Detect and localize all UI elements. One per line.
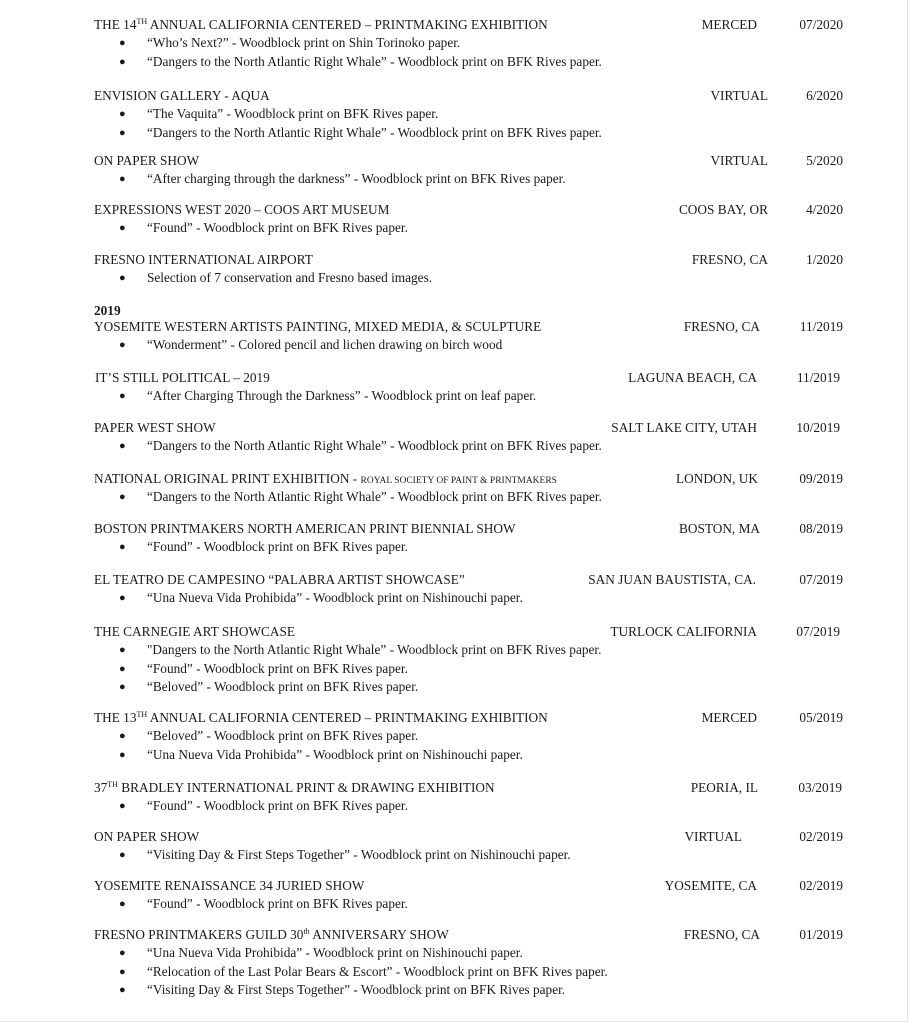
exhibition-date: 02/2019 [799, 829, 843, 844]
exhibition-title: YOSEMITE RENAISSANCE 34 JURIED SHOW [94, 878, 365, 893]
bullet-icon: ● [119, 440, 126, 452]
artwork-list [0, 437, 909, 456]
artwork-list [0, 727, 909, 764]
exhibition-entry [0, 520, 909, 557]
exhibition-location: YOSEMITE, CA [664, 878, 757, 893]
exhibition-location: FRESNO, CA [683, 319, 760, 334]
exhibition-location: BOSTON, MA [678, 521, 760, 536]
exhibition-location: LAGUNA BEACH, CA [628, 370, 757, 385]
ordinal-suffix: TH [107, 780, 118, 789]
exhibition-entry [0, 779, 909, 816]
exhibition-entry [0, 251, 909, 288]
artwork-list [0, 105, 909, 142]
exhibition-title: ON PAPER SHOW [94, 153, 200, 168]
artwork-list [0, 895, 909, 914]
list-item: ● “Una Nueva Vida Prohibida” - Woodblock print on Nishinouchi paper. [0, 589, 909, 608]
exhibition-title: EXPRESSIONS WEST 2020 – COOS ART MUSEUM [94, 202, 390, 217]
organization-name: ROYAL SOCIETY OF PAINT & PRINTMAKERS [360, 476, 557, 486]
list-item: ● “Found” - Woodblock print on BFK Rives paper. [0, 797, 909, 816]
exhibition-title: THE CARNEGIE ART SHOWCASE [94, 624, 295, 639]
artwork-list [0, 219, 909, 238]
list-item: ● “The Vaquita” - Woodblock print on BFK Rives paper. [0, 105, 909, 124]
exhibition-date: 5/2020 [806, 153, 843, 168]
bullet-icon: ● [119, 491, 126, 503]
exhibition-date: 07/2019 [799, 572, 843, 587]
exhibition-location: TURLOCK CALIFORNIA [610, 624, 757, 639]
list-item: ● “After Charging Through the Darkness” - Woodblock print on leaf paper. [0, 387, 909, 406]
exhibition-date: 11/2019 [799, 319, 843, 334]
bullet-icon: ● [119, 173, 126, 185]
exhibition-title: NATIONAL ORIGINAL PRINT EXHIBITION - ROYAL SOCIETY OF PAINT & PRINTMAKERS [94, 471, 557, 486]
exhibition-location: FRESNO, CA [683, 927, 760, 942]
bullet-icon: ● [119, 37, 126, 49]
exhibition-date: 02/2019 [799, 878, 843, 893]
artwork-list [0, 538, 909, 557]
exhibition-date: 1/2020 [806, 252, 843, 267]
bullet-icon: ● [119, 644, 126, 656]
exhibition-entry [0, 709, 909, 764]
exhibition-title: YOSEMITE WESTERN ARTISTS PAINTING, MIXED MEDIA, & SCULPTURE [94, 319, 542, 334]
exhibition-entry [0, 419, 909, 456]
exhibition-date: 11/2019 [796, 370, 840, 385]
artwork-list [0, 387, 909, 406]
artwork-list [0, 641, 909, 697]
exhibition-location: VIRTUAL [710, 153, 768, 168]
exhibition-entry [0, 318, 909, 355]
list-item: ● "Dangers to the North Atlantic Right Whale” - Woodblock print on BFK Rives paper. [0, 641, 909, 660]
exhibition-location: SALT LAKE CITY, UTAH [611, 420, 757, 435]
exhibition-date: 6/2020 [806, 88, 843, 103]
bullet-icon: ● [119, 592, 126, 604]
list-item: ● “Found” - Woodblock print on BFK Rives paper. [0, 219, 909, 238]
exhibition-entry [0, 87, 909, 142]
bullet-icon: ● [119, 55, 126, 68]
list-item: ● “Who’s Next?” - Woodblock print on Shin Torinoko paper. [0, 34, 909, 53]
list-item: ● “Dangers to the North Atlantic Right Whale” - Woodblock print on BFK Rives paper. [0, 437, 909, 456]
exhibition-date: 01/2019 [799, 927, 843, 942]
list-item: ● “Dangers to the North Atlantic Right Whale” - Woodblock print on BFK Rives paper. [0, 53, 909, 72]
bullet-icon: ● [119, 339, 126, 351]
bullet-icon: ● [119, 984, 126, 996]
artwork-list [0, 336, 909, 355]
artwork-list [0, 944, 909, 1000]
exhibition-date: 08/2019 [799, 521, 843, 536]
bullet-icon: ● [119, 272, 126, 284]
exhibition-title: ENVISION GALLERY - AQUA [94, 88, 270, 103]
artwork-list [0, 488, 909, 507]
exhibition-entry [0, 571, 909, 608]
exhibition-location: LONDON, UK [676, 471, 758, 486]
list-item: ● “Found” - Woodblock print on BFK Rives paper. [0, 895, 909, 914]
exhibition-entry [0, 201, 909, 238]
ordinal-suffix: th [303, 927, 310, 936]
exhibition-date: 09/2019 [799, 471, 843, 486]
exhibition-location: SAN JUAN BAUSTISTA, CA. [588, 572, 756, 587]
exhibition-title: FRESNO INTERNATIONAL AIRPORT [94, 252, 313, 267]
bullet-icon: ● [119, 800, 126, 812]
exhibition-title: FRESNO PRINTMAKERS GUILD 30th ANNIVERSARY SHOW [94, 927, 449, 942]
exhibition-location: PEORIA, IL [690, 780, 758, 795]
list-item: ● “Beloved” - Woodblock print on BFK Rives paper. [0, 727, 909, 746]
list-item: ● “Found” - Woodblock print on BFK Rives paper. [0, 538, 909, 557]
exhibition-date: 03/2019 [798, 780, 842, 795]
exhibition-title: ON PAPER SHOW [94, 829, 200, 844]
bullet-icon: ● [119, 662, 126, 675]
exhibition-date: 10/2019 [796, 420, 840, 435]
exhibition-title: EL TEATRO DE CAMPESINO “PALABRA ARTIST SHOWCASE” [94, 572, 465, 587]
exhibition-title: BOSTON PRINTMAKERS NORTH AMERICAN PRINT BIENNIAL SHOW [94, 521, 516, 536]
exhibition-entry [0, 877, 909, 914]
list-item: ● “Dangers to the North Atlantic Right Whale” - Woodblock print on BFK Rives paper. [0, 488, 909, 507]
bullet-icon: ● [119, 898, 126, 910]
bullet-icon: ● [119, 849, 126, 861]
list-item: ● “Una Nueva Vida Prohibida” - Woodblock print on Nishinouchi paper. [0, 944, 909, 963]
bullet-icon: ● [119, 390, 126, 402]
exhibition-entry [0, 152, 909, 189]
list-item: ● “Wonderment” - Colored pencil and lichen drawing on birch wood [0, 336, 909, 355]
artwork-list [0, 797, 909, 816]
bullet-icon: ● [119, 222, 126, 234]
exhibition-location: FRESNO, CA [691, 252, 768, 267]
exhibition-location: MERCED [701, 17, 757, 32]
list-item: ● “Visiting Day & First Steps Together” - Woodblock print on BFK Rives paper. [0, 981, 909, 1000]
artwork-list [0, 34, 909, 71]
list-item: ● “Visiting Day & First Steps Together” - Woodblock print on Nishinouchi paper. [0, 846, 909, 865]
exhibition-title: IT’S STILL POLITICAL – 2019 [95, 370, 270, 385]
exhibition-entry [0, 16, 909, 71]
list-item: ● “Found” - Woodblock print on BFK Rives paper. [0, 660, 909, 679]
exhibition-entry [0, 369, 909, 406]
exhibition-date: 05/2019 [799, 710, 843, 725]
bullet-icon: ● [119, 947, 126, 959]
exhibition-location: MERCED [701, 710, 757, 725]
bullet-icon: ● [119, 730, 126, 742]
bullet-icon: ● [119, 748, 126, 761]
list-item: ● “After charging through the darkness” - Woodblock print on BFK Rives paper. [0, 170, 909, 189]
ordinal-suffix: TH [136, 17, 148, 26]
exhibition-entry [0, 623, 909, 697]
exhibition-entry [0, 470, 909, 507]
bullet-icon: ● [119, 965, 126, 978]
exhibition-location: VIRTUAL [710, 88, 768, 103]
artwork-list [0, 269, 909, 288]
list-item: ● “Relocation of the Last Polar Bears & Escort” - Woodblock print on BFK Rives paper. [0, 963, 909, 982]
exhibition-title: THE 13TH ANNUAL CALIFORNIA CENTERED – PRINTMAKING EXHIBITION [94, 710, 548, 725]
artwork-list [0, 846, 909, 865]
bullet-icon: ● [119, 108, 126, 120]
list-item: ● “Una Nueva Vida Prohibida” - Woodblock print on Nishinouchi paper. [0, 746, 909, 765]
exhibition-date: 07/2019 [796, 624, 840, 639]
exhibition-location: COOS BAY, OR [678, 202, 768, 217]
bullet-icon: ● [119, 541, 126, 553]
bullet-icon: ● [119, 681, 126, 693]
year-heading: 2019 [94, 303, 121, 318]
exhibition-date: 07/2020 [799, 17, 843, 32]
ordinal-suffix: TH [136, 710, 148, 719]
exhibition-date: 4/2020 [806, 202, 843, 217]
exhibition-title: THE 14TH ANNUAL CALIFORNIA CENTERED – PRINTMAKING EXHIBITION [94, 17, 548, 32]
artwork-list [0, 170, 909, 189]
bullet-icon: ● [119, 126, 126, 139]
exhibition-title: 37TH BRADLEY INTERNATIONAL PRINT & DRAWING EXHIBITION [94, 780, 495, 795]
exhibition-location: VIRTUAL [684, 829, 742, 844]
artwork-list [0, 589, 909, 608]
exhibition-entry [0, 828, 909, 865]
list-item: ● “Beloved” - Woodblock print on BFK Rives paper. [0, 678, 909, 697]
exhibition-entry [0, 926, 909, 1000]
list-item: ● Selection of 7 conservation and Fresno based images. [0, 269, 909, 288]
exhibition-title: PAPER WEST SHOW [94, 420, 216, 435]
list-item: ● “Dangers to the North Atlantic Right Whale” - Woodblock print on BFK Rives paper. [0, 124, 909, 143]
